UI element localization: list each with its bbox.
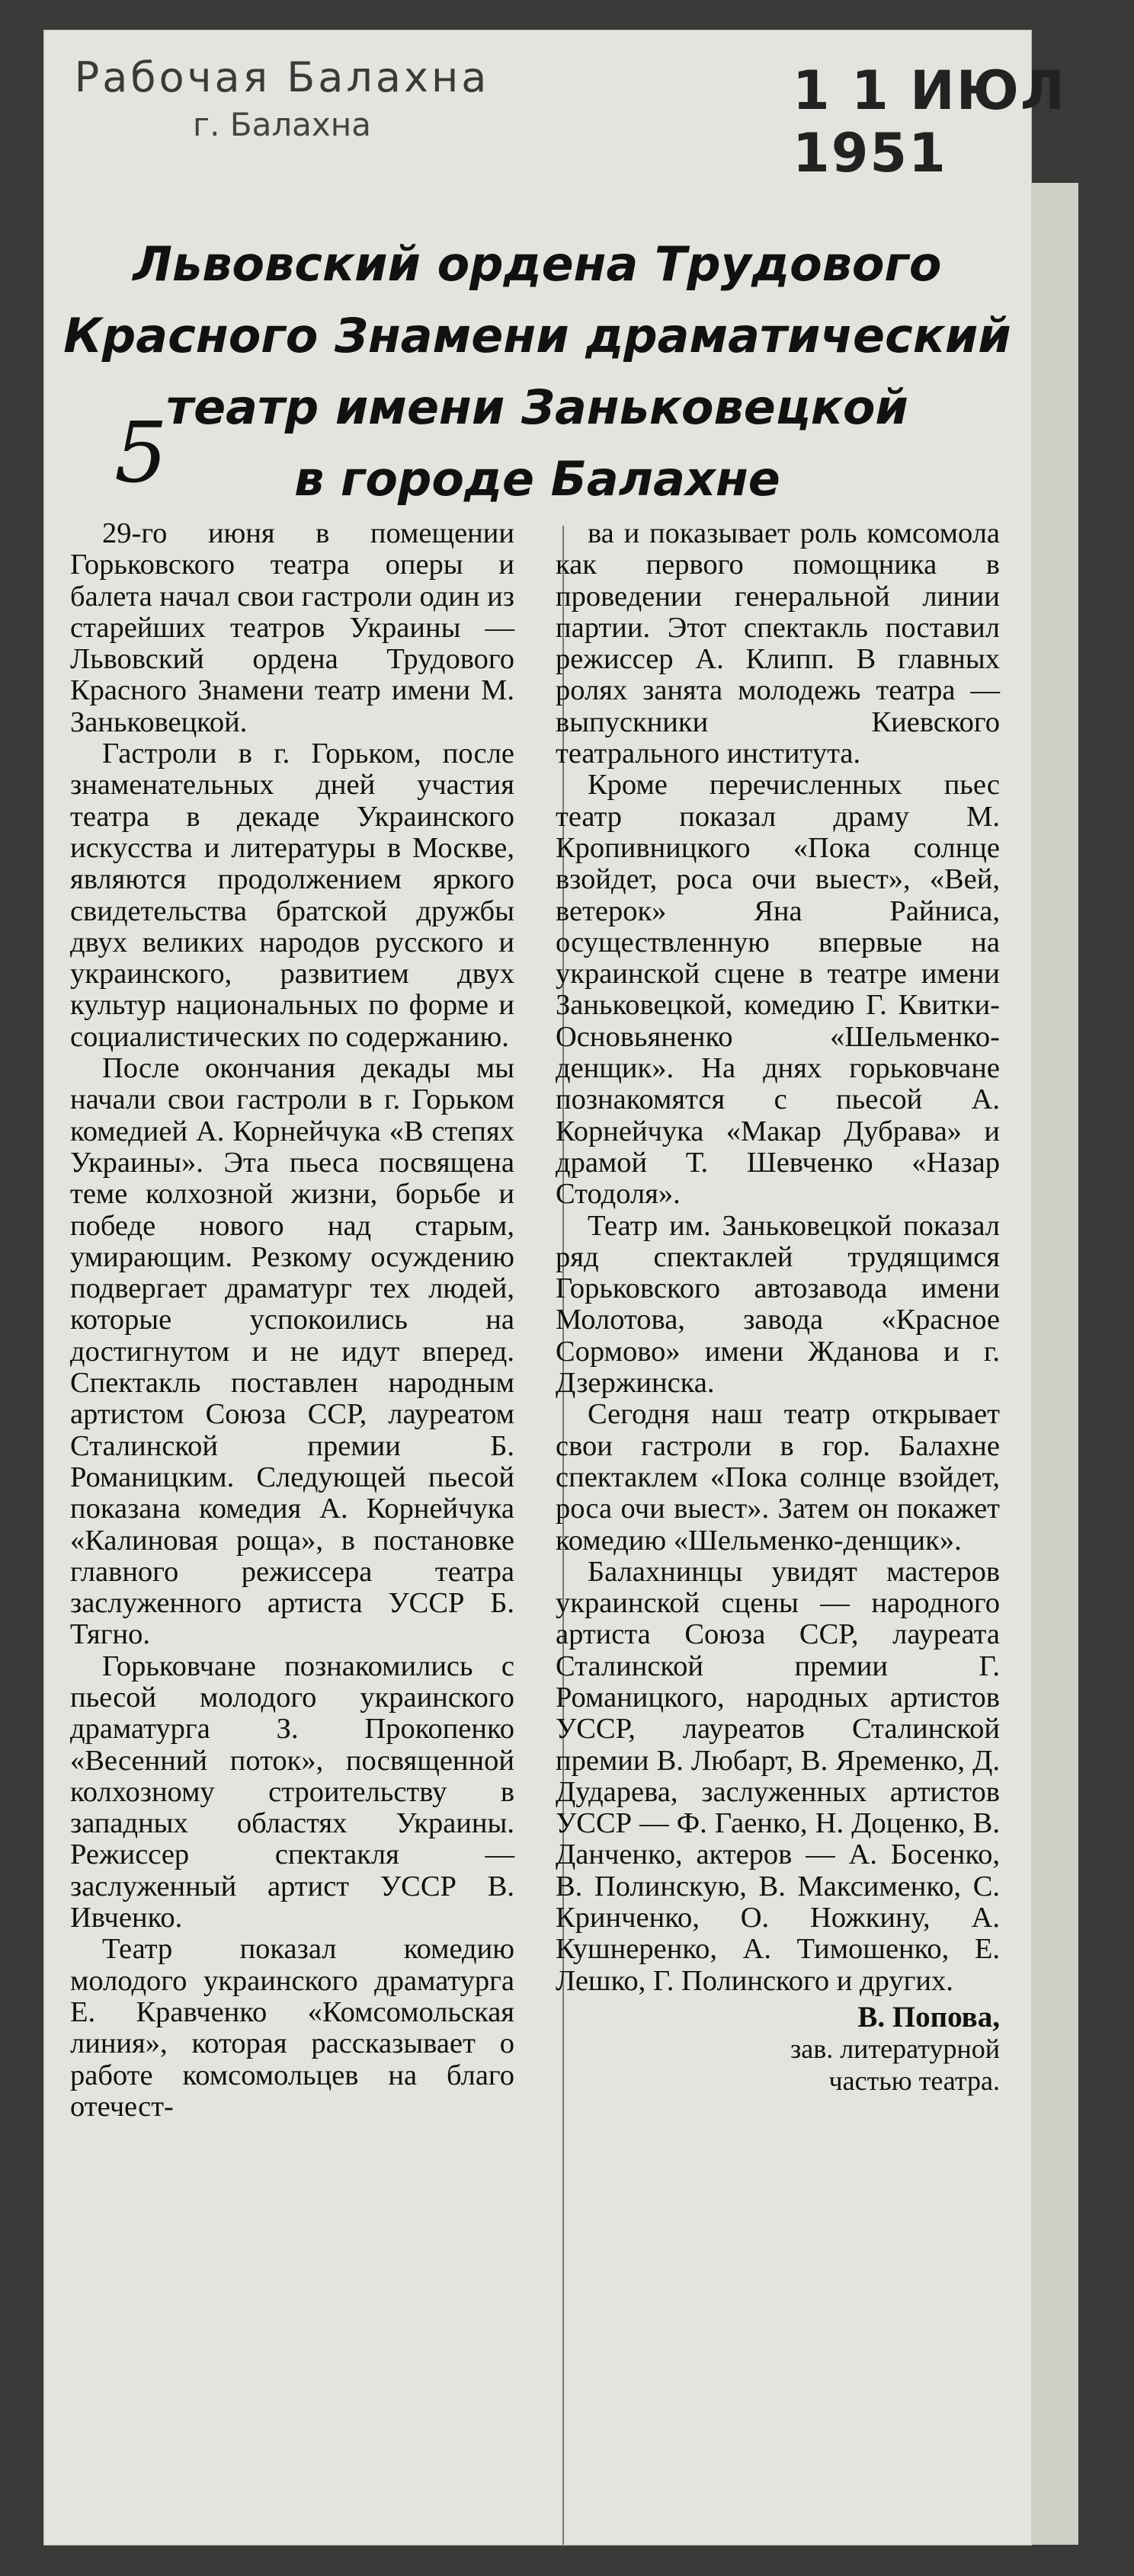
newspaper-name: Рабочая Балахна (74, 53, 490, 101)
paragraph: Театр им. Заньковецкой показал ряд спектаклей трудящимся Горьковского автозавода имени Молотова, завода «Красное Сормово» имени Жданова и г. Дзержинска. (556, 1209, 1000, 1400)
headline-line: в городе Балахне (294, 451, 780, 507)
date-stamp: 1 1 ИЮЛ 1951 (793, 59, 1067, 184)
author-role: зав. литературной (790, 2034, 1000, 2065)
paragraph: Сегодня наш театр открывает свои гастроли в гор. Балахне спектаклем «Пока солнце взойдет, роса очи выест». Затем он покажет комедию «Шельменко-денщик». (556, 1398, 1000, 1557)
article-body (70, 518, 1000, 2123)
handwritten-number: 5 (114, 404, 168, 501)
paragraph: Горьковчане познакомились с пьесой молодого украинского драматурга З. Прокопенко «Весенний поток», посвященной колхозному строительству в западных областях Украины. Режиссер спектакля — заслуженный артист УССР В. Ивченко. (70, 1650, 514, 1934)
headline-line: Красного Знамени драматический (63, 308, 1011, 363)
masthead (69, 53, 495, 143)
paragraph: Театр показал комедию молодого украинского драматурга Е. Кравченко «Комсомольская линия», которая рассказывает о работе комсомольцев на благо отечест- (70, 1933, 514, 2123)
headline-line: театр имени Заньковецкой (166, 379, 908, 435)
article-column-right (556, 518, 1000, 2123)
signature (556, 2002, 1000, 2097)
paragraph: Гастроли в г. Горьком, после знаменательных дней участия театра в декаде Украинского искусства и литературы в Москве, являются продолжением яркого свидетельства братской дружбы двух великих народов русского и украинского, развитием двух культур национальных по форме и социалистических по содержанию. (70, 738, 514, 1053)
paragraph: 29-го июня в помещении Горьковского театра оперы и балета начал свои гастроли один из старейших театров Украины — Львовский ордена Трудового Красного Знамени театр имени М. Заньковецкой. (70, 517, 514, 738)
author-role: частью театра. (828, 2066, 1000, 2097)
paragraph: Кроме перечисленных пьес театр показал драму М. Кропивницкого «Пока солнце взойдет, роса очи выест», «Вей, ветерок» Яна Райниса, осуществленную впервые на украинской сцене в театре имени Заньковецкой, комедию Г. Квитки-Основьяненко «Шельменко-денщик». На днях горьковчане познакомятся с пьесой А. Корнейчука «Макар Дубрава» и драмой Т. Шевченко «Назар Стодоля». (556, 769, 1000, 1211)
paragraph: ва и показывает роль комсомола как первого помощника в проведении генеральной линии партии. Этот спектакль поставил режиссер А. Клипп. В главных ролях занята молодежь театра — выпускники Киевского театрального института. (556, 517, 1000, 770)
newspaper-city: г. Балахна (193, 106, 371, 143)
mount-strip (1031, 183, 1078, 2545)
headline-line: Львовский ордена Трудового (133, 236, 942, 292)
author-name: В. Попова, (857, 2000, 1000, 2034)
paragraph: Балахнинцы увидят мастеров украинской сцены — народного артиста Союза ССР, лауреата Сталинской премии Г. Романицкого, народных артистов УССР, лауреатов Сталинской премии В. Любарт, В. Яременко, Д. Дударева, заслуженных артистов УССР — Ф. Гаенко, Н. Доценко, В. Данченко, актеров — А. Босенко, В. Полинскую, В. Максименко, С. Кринченко, О. Ножкину, А. Кушнеренко, А. Тимошенко, Е. Лешко, Г. Полинского и других. (556, 1555, 1000, 1997)
article-headline (46, 229, 1029, 515)
article-column-left (70, 518, 514, 2123)
paragraph: После окончания декады мы начали свои гастроли в г. Горьком комедией А. Корнейчука «В степях Украины». Эта пьеса посвящена теме колхозной жизни, борьбе и победе нового над старым, умирающим. Резкому осуждению подвергает драматург тех людей, которые успокоились на достигнутом и не идут вперед. Спектакль поставлен народным артистом Союза ССР, лауреатом Сталинской премии Б. Романицким. Следующей пьесой показана комедия А. Корнейчука «Калиновая роща», в постановке главного режиссера театра заслуженного артиста УССР Б. Тягно. (70, 1052, 514, 1651)
